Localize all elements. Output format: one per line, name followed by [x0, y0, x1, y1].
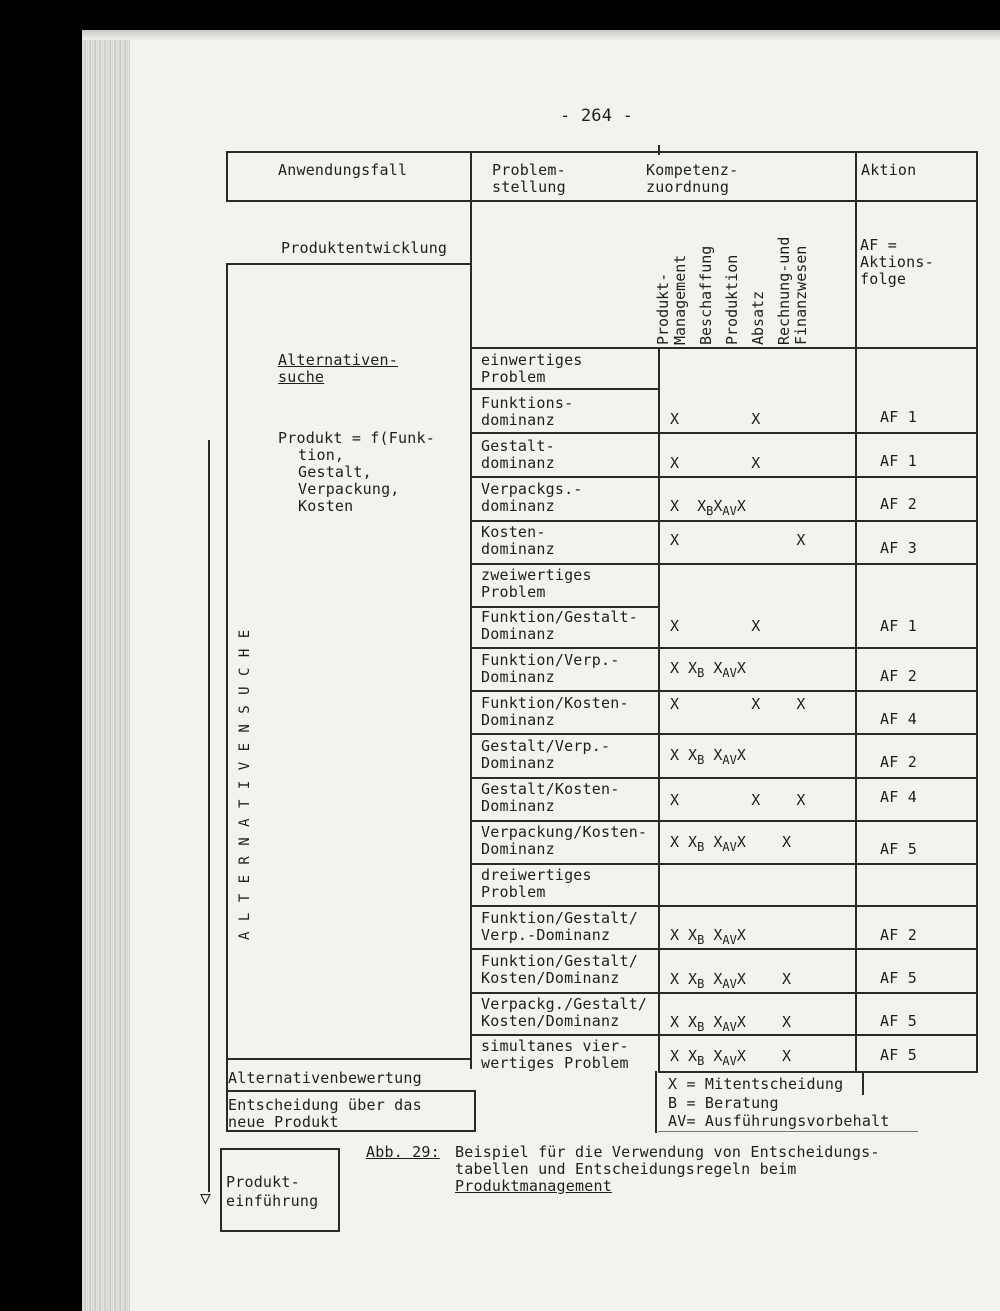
row-problem: Funktion/Gestalt- [481, 608, 638, 626]
left-col-border [226, 263, 228, 1131]
row-problem: Dominanz [481, 797, 555, 815]
produktentwicklung-bottom [226, 263, 472, 265]
row-marks: X X [670, 531, 806, 549]
produktentwicklung-label: Produktentwicklung [281, 239, 448, 257]
row-marks: X $X_B$ $X_{AV}X$ [670, 926, 746, 947]
row-marks: X X [670, 410, 761, 428]
role-produkt: Produkt- [654, 272, 672, 345]
row-problem: Funktion/Gestalt/ [481, 952, 638, 970]
row-problem: dominanz [481, 411, 555, 429]
row-line [658, 1071, 978, 1073]
role-management: Management [671, 254, 689, 345]
table-top-border [226, 151, 978, 153]
row-problem: Funktions- [481, 394, 574, 412]
row-marks: X $X_B$ $X_{AV}X$ [670, 746, 746, 767]
row-af: AF 2 [880, 753, 917, 771]
row-problem: dominanz [481, 497, 555, 515]
row-line [470, 647, 978, 649]
row-problem: Dominanz [481, 711, 555, 729]
row-problem: simultanes vier- [481, 1037, 629, 1055]
role-absatz: Absatz [749, 290, 767, 345]
col-divider-aktion [855, 151, 857, 1073]
row-af: AF 4 [880, 788, 917, 806]
row-line [470, 820, 978, 822]
entscheidung-right [474, 1090, 476, 1132]
role-beschaffung: Beschaffung [697, 245, 715, 345]
formula-1: Produkt = f(Funk- [278, 429, 435, 447]
row-marks: X X [670, 617, 761, 635]
table-right-border [976, 151, 978, 347]
row-af: AF 4 [880, 710, 917, 728]
row-line [470, 777, 978, 779]
row-problem: Problem [481, 368, 546, 386]
row-problem: Funktion/Gestalt/ [481, 909, 638, 927]
alternativenbewertung-label: Alternativenbewertung [228, 1069, 422, 1087]
row-marks: X X [670, 454, 761, 472]
row-problem: Verpackg./Gestalt/ [481, 995, 648, 1013]
row-problem: Gestalt/Kosten- [481, 780, 620, 798]
row-problem: Dominanz [481, 668, 555, 686]
row-af: AF 3 [880, 539, 917, 557]
formula-2: tion, [298, 446, 345, 464]
row-problem: Kosten- [481, 523, 546, 541]
row-problem: Verp.-Dominanz [481, 926, 611, 944]
aktion-def-3: folge [860, 270, 907, 288]
row-line [470, 432, 978, 434]
row-problem: einwertiges [481, 351, 583, 369]
role-produktion: Produktion [723, 254, 741, 345]
row-line [470, 863, 978, 865]
caption-line-1: Beispiel für die Verwendung von Entscheidungs- [455, 1143, 880, 1161]
formula-4: Verpackung, [298, 480, 400, 498]
row-af: AF 5 [880, 840, 917, 858]
row-problem: Dominanz [481, 754, 555, 772]
row-line [470, 905, 978, 907]
header-kompetenz-1: Kompetenz- [646, 161, 739, 179]
header-anwendungsfall: Anwendungsfall [278, 161, 408, 179]
row-line [470, 563, 978, 565]
row-problem: Funktion/Verp.- [481, 651, 620, 669]
row-marks: X $X_B$ $X_{AV}X$ [670, 659, 746, 680]
row-problem: Kosten/Dominanz [481, 969, 620, 987]
caption-line-2: tabellen und Entscheidungsregeln beim [455, 1160, 797, 1178]
header-problem-1: Problem- [492, 161, 566, 179]
produkteinfuehrung-2: einführung [226, 1192, 319, 1210]
row-line [470, 520, 978, 522]
row-problem: wertiges Problem [481, 1054, 629, 1072]
row-af: AF 1 [880, 408, 917, 426]
row-af: AF 1 [880, 452, 917, 470]
entscheidung-2: neue Produkt [228, 1113, 339, 1131]
role-rechnung: Rechnung-und [775, 236, 793, 345]
table-left-border-top [226, 151, 228, 202]
row-problem: zweiwertiges [481, 566, 592, 584]
header-problem-2: stellung [492, 178, 566, 196]
produkteinfuehrung-1: Produkt- [226, 1173, 300, 1191]
legend-x: X = Mitentscheidung [668, 1075, 844, 1093]
row-problem: dreiwertiges [481, 866, 592, 884]
down-arrow-icon: ▽ [200, 1188, 211, 1209]
header-bottom-border [226, 200, 978, 202]
row-af: AF 2 [880, 495, 917, 513]
entscheidung-top [226, 1090, 476, 1092]
row-marks: X $X_B$ $X_{AV}X$ X [670, 970, 792, 991]
row-marks: X X X [670, 695, 806, 713]
row-marks: X $X_B$ $X_{AV}X$ X [670, 833, 792, 854]
page-top-edge [82, 30, 1000, 40]
row-line [470, 388, 660, 390]
alternativenbewertung-top [226, 1058, 472, 1060]
page-edges [82, 30, 130, 1311]
header-kompetenz-2: zuordnung [646, 178, 730, 196]
legend-av: AV= Ausführungsvorbehalt [668, 1112, 890, 1130]
caption-label: Abb. 29: [366, 1143, 440, 1161]
row-af: AF 2 [880, 667, 917, 685]
row-marks: X $X_B$ $X_{AV}X$ X [670, 1013, 792, 1034]
page-number: - 264 - [560, 106, 634, 126]
row-marks: X $X_B$ $X_{AV}X$ X [670, 1047, 792, 1068]
row-problem: Dominanz [481, 840, 555, 858]
row-af: AF 5 [880, 1012, 917, 1030]
aktion-def-1: AF = [860, 236, 897, 254]
row-problem: Dominanz [481, 625, 555, 643]
alternativensuche-2: suche [278, 368, 325, 386]
row-af: AF 1 [880, 617, 917, 635]
row-af: AF 2 [880, 926, 917, 944]
alternativensuche-vertical: A L T E R N A T I V E N S U C H E [237, 628, 253, 940]
header-aktion: Aktion [861, 161, 917, 179]
row-problem: dominanz [481, 540, 555, 558]
row-problem: Gestalt- [481, 437, 555, 455]
row-problem: Verpackgs.- [481, 480, 583, 498]
row-problem: Problem [481, 583, 546, 601]
formula-5: Kosten [298, 497, 354, 515]
legend-bottom [658, 1131, 918, 1132]
formula-3: Gestalt, [298, 463, 372, 481]
row-af: AF 5 [880, 1046, 917, 1064]
row-line [470, 733, 978, 735]
table-right-border-lower [976, 347, 978, 1073]
col-divider-problem [470, 151, 472, 1069]
legend-b: B = Beratung [668, 1094, 779, 1112]
row-af: AF 5 [880, 969, 917, 987]
roles-bottom-border [470, 347, 978, 349]
row-problem: Funktion/Kosten- [481, 694, 629, 712]
tick-mark [658, 145, 660, 155]
alternativensuche-1: Alternativen- [278, 351, 398, 369]
row-line [470, 476, 978, 478]
row-problem: Kosten/Dominanz [481, 1012, 620, 1030]
row-marks: X $X_BX_{AV}X$ [670, 497, 746, 518]
row-problem: Problem [481, 883, 546, 901]
row-problem: Gestalt/Verp.- [481, 737, 611, 755]
legend-right [862, 1071, 864, 1095]
row-problem: Verpackung/Kosten- [481, 823, 648, 841]
aktion-def-2: Aktions- [860, 253, 934, 271]
process-arrow-line [208, 440, 210, 1192]
caption-line-3: Produktmanagement [455, 1177, 612, 1195]
row-line [470, 690, 978, 692]
col-divider-marks [658, 347, 660, 1073]
role-finanzwesen: Finanzwesen [792, 245, 810, 345]
row-problem: dominanz [481, 454, 555, 472]
entscheidung-1: Entscheidung über das [228, 1096, 422, 1114]
legend-left [655, 1071, 657, 1133]
row-marks: X X X [670, 791, 806, 809]
